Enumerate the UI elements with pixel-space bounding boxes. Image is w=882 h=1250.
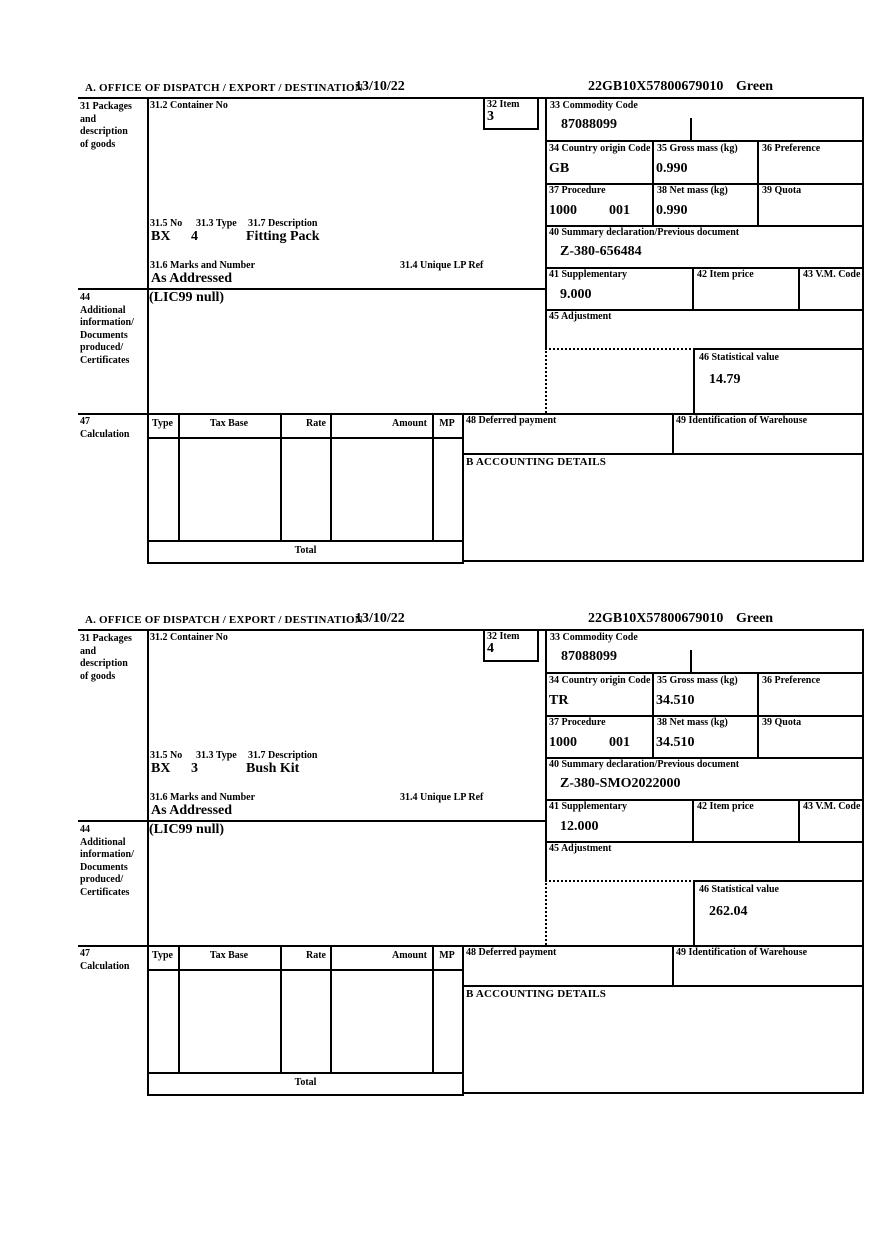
movement-reference-number: 22GB10X57800679010: [588, 79, 724, 94]
procedure-value: 1000: [549, 735, 577, 750]
package-no-label: 31.5 No: [150, 750, 183, 761]
vm-code-label: 43 V.M. Code: [803, 801, 861, 812]
marks-number-value: As Addressed: [151, 803, 233, 818]
additional-info-value: (LIC99 null): [149, 822, 225, 837]
deferred-payment-label: 48 Deferred payment: [466, 947, 557, 958]
col-rate-header: Rate: [306, 418, 326, 429]
preference-label: 36 Preference: [762, 143, 821, 154]
country-origin-value: TR: [549, 693, 569, 708]
office-of-dispatch-label: A. OFFICE OF DISPATCH / EXPORT / DESTINATION: [85, 82, 363, 94]
col-mp-header: MP: [439, 418, 455, 429]
statistical-value: 262.04: [709, 904, 748, 919]
gross-mass-label: 35 Gross mass (kg): [657, 675, 738, 686]
movement-reference-number: 22GB10X57800679010: [588, 611, 724, 626]
description-value: Fitting Pack: [246, 229, 320, 244]
marks-number-value: As Addressed: [151, 271, 233, 286]
unique-lp-ref-label: 31.4 Unique LP Ref: [400, 260, 484, 271]
package-type-label: 31.3 Type: [196, 750, 237, 761]
package-no-label: 31.5 No: [150, 218, 183, 229]
procedure-ext-value: 001: [609, 735, 630, 750]
col-tax-base-header: Tax Base: [209, 418, 249, 429]
gross-mass-value: 34.510: [656, 693, 695, 708]
routing-status: Green: [736, 79, 774, 94]
statistical-value-label: 46 Statistical value: [699, 884, 779, 895]
declaration-item-section: [78, 612, 864, 1098]
box44-additional-label: 44 Additional information/ Documents produced/ Certificates: [80, 292, 134, 366]
col-amount-header: Amount: [391, 950, 427, 961]
item-number: 4: [487, 641, 494, 656]
office-of-dispatch-label: A. OFFICE OF DISPATCH / EXPORT / DESTINATION: [85, 614, 363, 626]
adjustment-label: 45 Adjustment: [549, 843, 612, 854]
marks-number-label: 31.6 Marks and Number: [150, 792, 256, 803]
vm-code-label: 43 V.M. Code: [803, 269, 861, 280]
package-type-label: 31.3 Type: [196, 218, 237, 229]
box31-packages-label: 31 Packages and description of goods: [80, 633, 132, 682]
description-label: 31.7 Description: [248, 218, 318, 229]
country-origin-label: 34 Country origin Code: [549, 675, 651, 686]
summary-declaration-label: 40 Summary declaration/Previous document: [549, 759, 740, 770]
total-label: Total: [294, 1077, 317, 1088]
col-amount-header: Amount: [391, 418, 427, 429]
item-price-label: 42 Item price: [697, 801, 754, 812]
summary-declaration-label: 40 Summary declaration/Previous document: [549, 227, 740, 238]
net-mass-label: 38 Net mass (kg): [657, 717, 728, 728]
accounting-details-label: B ACCOUNTING DETAILS: [466, 456, 607, 468]
col-rate-header: Rate: [306, 950, 326, 961]
container-no-label: 31.2 Container No: [150, 632, 228, 643]
container-no-label: 31.2 Container No: [150, 100, 228, 111]
summary-declaration-value: Z-380-SMO2022000: [560, 776, 681, 791]
description-label: 31.7 Description: [248, 750, 318, 761]
package-type-value: 4: [191, 229, 198, 244]
box31-packages-label: 31 Packages and description of goods: [80, 101, 132, 150]
adjustment-label: 45 Adjustment: [549, 311, 612, 322]
procedure-ext-value: 001: [609, 203, 630, 218]
calculation-label: 47 Calculation: [80, 948, 130, 972]
warehouse-id-label: 49 Identification of Warehouse: [676, 415, 808, 426]
item-number: 3: [487, 109, 494, 124]
net-mass-value: 34.510: [656, 735, 695, 750]
unique-lp-ref-label: 31.4 Unique LP Ref: [400, 792, 484, 803]
package-type-value: 3: [191, 761, 198, 776]
marks-number-label: 31.6 Marks and Number: [150, 260, 256, 271]
net-mass-value: 0.990: [656, 203, 688, 218]
gross-mass-label: 35 Gross mass (kg): [657, 143, 738, 154]
supplementary-value: 12.000: [560, 819, 599, 834]
routing-status: Green: [736, 611, 774, 626]
dispatch-date: 13/10/22: [355, 611, 405, 626]
procedure-value: 1000: [549, 203, 577, 218]
country-origin-label: 34 Country origin Code: [549, 143, 651, 154]
commodity-code-value: 87088099: [561, 649, 617, 664]
dispatch-date: 13/10/22: [355, 79, 405, 94]
quota-label: 39 Quota: [762, 185, 802, 196]
quota-label: 39 Quota: [762, 717, 802, 728]
commodity-code-value: 87088099: [561, 117, 617, 132]
col-mp-header: MP: [439, 950, 455, 961]
calculation-label: 47 Calculation: [80, 416, 130, 440]
summary-declaration-value: Z-380-656484: [560, 244, 642, 259]
item-box-label: 32 Item: [487, 631, 520, 642]
procedure-label: 37 Procedure: [549, 185, 606, 196]
box44-additional-label: 44 Additional information/ Documents produced/ Certificates: [80, 824, 134, 898]
accounting-details-label: B ACCOUNTING DETAILS: [466, 988, 607, 1000]
procedure-label: 37 Procedure: [549, 717, 606, 728]
preference-label: 36 Preference: [762, 675, 821, 686]
supplementary-value: 9.000: [560, 287, 592, 302]
statistical-value: 14.79: [709, 372, 741, 387]
declaration-item-section: [78, 80, 864, 566]
commodity-code-label: 33 Commodity Code: [550, 100, 638, 111]
gross-mass-value: 0.990: [656, 161, 688, 176]
total-label: Total: [294, 545, 317, 556]
net-mass-label: 38 Net mass (kg): [657, 185, 728, 196]
item-price-label: 42 Item price: [697, 269, 754, 280]
additional-info-value: (LIC99 null): [149, 290, 225, 305]
warehouse-id-label: 49 Identification of Warehouse: [676, 947, 808, 958]
package-no-value: BX: [151, 229, 171, 244]
supplementary-label: 41 Supplementary: [549, 269, 628, 280]
col-tax-base-header: Tax Base: [209, 950, 249, 961]
col-type-header: Type: [152, 950, 173, 961]
package-no-value: BX: [151, 761, 171, 776]
supplementary-label: 41 Supplementary: [549, 801, 628, 812]
col-type-header: Type: [152, 418, 173, 429]
description-value: Bush Kit: [246, 761, 300, 776]
commodity-code-label: 33 Commodity Code: [550, 632, 638, 643]
country-origin-value: GB: [549, 161, 570, 176]
statistical-value-label: 46 Statistical value: [699, 352, 779, 363]
deferred-payment-label: 48 Deferred payment: [466, 415, 557, 426]
item-box-label: 32 Item: [487, 99, 520, 110]
